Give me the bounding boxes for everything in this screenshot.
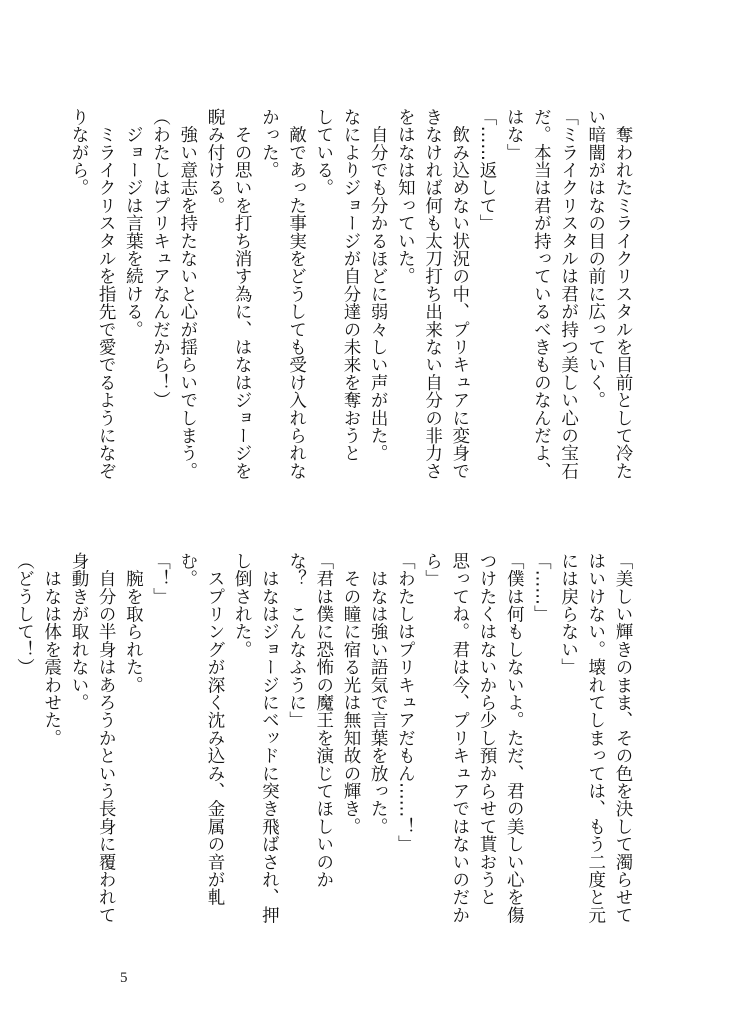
text-line: ミライクリスタルを指先で愛でるようになぞ xyxy=(96,108,117,480)
text-block-upper xyxy=(68,108,636,508)
text-line: りながら。 xyxy=(68,108,89,197)
text-line: い暗闇がはなの目の前に広っていく。 xyxy=(585,108,606,409)
text-line: 「美しい輝きのまま、その色を決して濁らせて xyxy=(613,552,633,924)
text-line: その思いを打ち消す為に、はなはジョージを xyxy=(232,108,253,480)
text-line: 「僕は何もしないよ。ただ、君の美しい心を傷 xyxy=(504,552,525,924)
text-line: 「ミライクリスタルは君が持つ美しい心の宝石 xyxy=(558,108,579,480)
text-line: 身動きが取れない。 xyxy=(68,552,89,712)
page-number: 5 xyxy=(120,970,128,986)
text-line: なによりジョージが自分達の未来を奪おうと xyxy=(340,108,361,462)
text-line: ジョージは言葉を続ける。 xyxy=(123,108,144,339)
text-line: 飲み込めない状況の中、プリキュアに変身で xyxy=(449,108,470,480)
text-line: 「！」 xyxy=(150,552,171,606)
text-line: 思ってね。君は今、プリキュアではないのだか xyxy=(449,552,470,924)
text-line: はなはジョージにベッドに突き飛ばされ、押 xyxy=(259,552,280,924)
text-line: をはなは知っていた。 xyxy=(395,108,416,285)
text-line: 「君は僕に恐怖の魔王を演じてほしいのか xyxy=(313,552,334,889)
text-line: し倒された。 xyxy=(232,552,253,659)
text-line: 「……返して」 xyxy=(476,108,497,232)
text-line: 自分の半身はあろうかという長身に覆われて xyxy=(96,552,117,924)
text-line: はいけない。壊れてしまっては、もう二度と元 xyxy=(585,552,606,924)
text-line: スプリングが深く沈み込み、金属の音が軋 xyxy=(204,552,225,906)
text-line: つけたくはないから少し預からせて貰おうと xyxy=(476,552,497,906)
text-line: 「わたしはプリキュアだもん……！」 xyxy=(395,552,416,853)
text-line: している。 xyxy=(313,108,334,197)
text-line: 睨み付ける。 xyxy=(204,108,225,215)
text-line: その瞳に宿る光は無知故の輝き。 xyxy=(340,552,361,836)
text-line: はな」 xyxy=(504,108,525,162)
text-line: 敵であった事実をどうしても受け入れられな xyxy=(286,108,307,480)
text-line: 腕を取られた。 xyxy=(123,552,144,694)
text-line: はなは強い語気で言葉を放った。 xyxy=(368,552,389,836)
text-line: 「……」 xyxy=(531,552,552,623)
text-line: かった。 xyxy=(259,108,280,179)
text-line: （わたしはプリキュアなんだから！） xyxy=(150,108,171,409)
text-line: 自分でも分かるほどに弱々しい声が出た。 xyxy=(368,108,389,462)
text-line: 奪われたミライクリスタルを目前として冷た xyxy=(613,108,633,480)
text-line: きなければ何も太刀打ち出来ない自分の非力さ xyxy=(422,108,443,480)
text-line: ら」 xyxy=(422,552,443,588)
text-block-lower xyxy=(14,552,636,952)
text-line: 強い意志を持たないと心が揺らいでしまう。 xyxy=(177,108,198,480)
text-line: はなは体を震わせた。 xyxy=(41,552,62,747)
text-line: （どうして！） xyxy=(14,552,35,676)
text-line: には戻らない」 xyxy=(558,552,579,676)
text-line: む。 xyxy=(177,552,198,588)
text-line: だ。本当は君が持っているべきものなんだよ、 xyxy=(531,108,552,480)
text-line: な？ こんなふうに」 xyxy=(286,552,307,729)
